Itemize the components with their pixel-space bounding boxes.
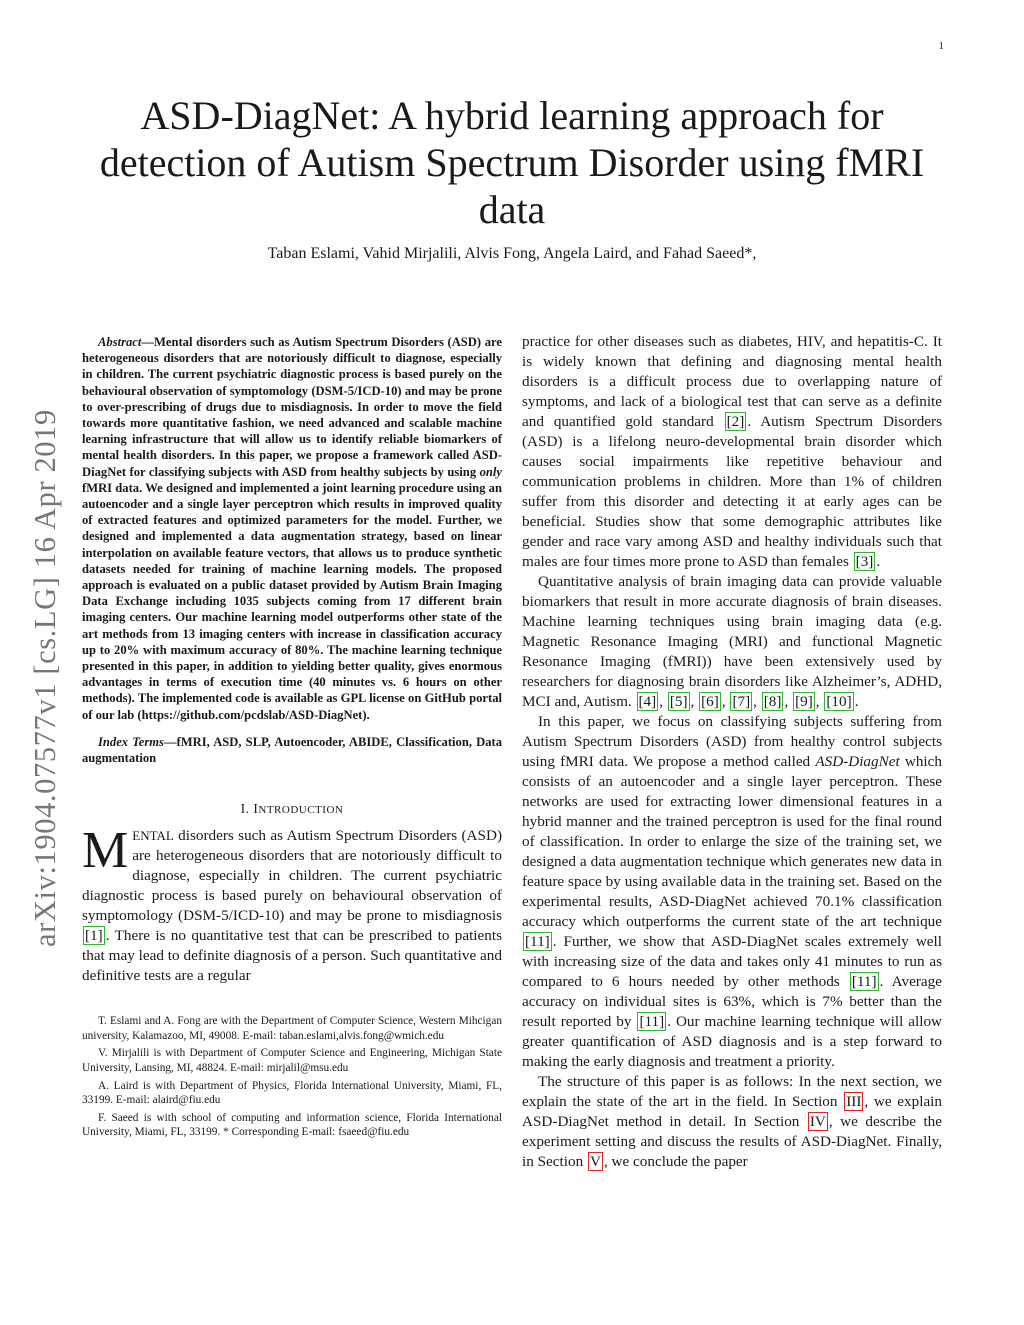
separator: , — [753, 693, 761, 710]
footnote: F. Saeed is with school of computing and information science, Florida International University, Miami, FL, 33199. * Corresponding E-mail: fsaeed@fiu.edu — [82, 1111, 502, 1139]
paper-title: ASD-DiagNet: A hybrid learning approach for detection of Autism Spectrum Disorder using fMRI data — [99, 93, 925, 232]
abstract-label: Abstract — [98, 335, 142, 349]
right-column — [522, 332, 942, 1172]
citation-link[interactable]: [4] — [638, 693, 657, 710]
body-text: The structure of this paper is as follows: In the next section, we explain the state of the art in the field. In Section — [522, 1073, 942, 1110]
author-footnotes — [82, 1014, 502, 1140]
separator: , — [690, 693, 699, 710]
index-terms-text: —fMRI, ASD, SLP, Autoencoder, ABIDE, Classification, Data augmentation — [82, 734, 502, 766]
method-name: ASD-DiagNet — [815, 753, 900, 770]
citation-link[interactable]: [1] — [85, 927, 103, 945]
citation-link[interactable]: [3] — [855, 553, 874, 570]
footnote: V. Mirjalili is with Department of Computer Science and Engineering, Michigan State University, Lansing, MI, 48824. E-mail: mirjalil@msu.edu — [82, 1047, 502, 1075]
section-heading-introduction — [82, 801, 502, 817]
body-text: Quantitative analysis of brain imaging data can provide valuable biomarkers that result in more accurate diagnosis of brain diseases. Machine learning techniques using brain imaging data (e.g. Magnetic Resonance Imaging (MRI) and functional Magnetic Resonance Imaging (fMRI)) have been extensively used by researchers for diagnosing brain disorders like Alzheimer’s, ADHD, MCI and, Autism. — [522, 573, 942, 710]
footnote: T. Eslami and A. Fong are with the Department of Computer Science, Western Mihcigan university, Kalamazoo, MI, 49008. E-mail: taban.eslami,alvis.fong@wmich.edu — [82, 1015, 502, 1042]
body-text: practice for other diseases such as diabetes, HIV, and hepatitis-C. It is widely known that defining and diagnosing mental health disorders is a difficult process due to overlapping nature of symptoms, and lack of a biological test that can serve as a definite and quantified gold standard — [522, 333, 942, 430]
citation-link[interactable]: [9] — [795, 693, 813, 710]
citation-link[interactable]: [6] — [701, 693, 719, 710]
section-link[interactable]: III — [846, 1093, 862, 1110]
body-paragraph — [522, 332, 942, 572]
abstract — [82, 334, 502, 723]
body-text: In this paper, we focus on classifying subjects suffering from Autism Spectrum Disorders (ASD) from healthy control subjects using fMRI data. We propose a method called — [522, 713, 942, 770]
section-link[interactable]: V — [589, 1153, 601, 1170]
body-paragraph — [522, 1072, 942, 1172]
citation-link[interactable]: [10] — [826, 693, 852, 710]
index-terms-label: Index Terms — [98, 734, 164, 749]
section-numeral: I. — [240, 801, 254, 817]
left-column — [82, 334, 502, 1143]
separator: , — [784, 693, 793, 710]
body-paragraph — [522, 712, 942, 1072]
citation-link[interactable]: [7] — [732, 693, 751, 710]
author-list: Taban Eslami, Vahid Mirjalili, Alvis Fong, Angela Laird, and Fahad Saeed*, — [267, 245, 757, 262]
citation-link[interactable]: [11] — [851, 973, 877, 990]
intro-paragraph — [82, 822, 502, 986]
section-link[interactable]: IV — [809, 1113, 826, 1130]
intro-text-a: disorders such as Autism Spectrum Disorders (ASD) are heterogeneous disorders that are notoriously difficult to diagnose, especially in children. The current psychiatric diagnostic process is based purely on behavioural observation of symptomology (DSM-5/ICD-10) and may be prone to misdiagnosis — [82, 827, 502, 925]
intro-text-b: . There is no quantitative test that can be prescribed to patients that may lead to definite diagnosis of a person. Such quantitative and definitive tests are a regular — [82, 927, 502, 985]
body-text: . Our machine learning technique will allow greater quantification of ASD diagnosis and is a step forward to making the early diagnosis and treatment a priority. — [522, 1013, 943, 1070]
separator: . — [854, 693, 859, 710]
citation-link[interactable]: [11] — [525, 933, 550, 950]
citation-link[interactable]: [2] — [726, 413, 745, 430]
body-text: , we describe the experiment setting and discuss the results of ASD-DiagNet. Finally, in Section — [522, 1113, 942, 1170]
index-terms — [82, 734, 502, 766]
body-paragraph — [522, 572, 942, 712]
separator: , — [721, 693, 730, 710]
page-number: 1 — [938, 40, 944, 52]
section-rest: NTRODUCTION — [258, 804, 344, 817]
body-text: , we explain ASD-DiagNet method in detail. In Section — [522, 1093, 942, 1130]
section-first-letter: I — [253, 801, 259, 817]
body-text: , we conclude the paper — [603, 1153, 748, 1170]
arxiv-identifier[interactable]: arXiv:1904.07577v1 [cs.LG] 16 Apr 2019 — [28, 409, 62, 947]
abstract-text-2: fMRI data. We designed and implemented a joint learning procedure using an autoencoder and a single layer perceptron which results in improved quality of extracted features and optimized parameters for the model. Further, we designed and implemented a data augmentation strategy, based on linear interpolation on available feature vectors, that allows us to produce synthetic datasets needed for training of machine learning models. The proposed approach is evaluated on a public dataset provided by Autism Brain Imaging Data Exchange including 1035 subjects coming from 17 different brain imaging centers. Our machine learning model outperforms other state of the art methods from 13 imaging centers with increase in classification accuracy up to 20% with maximum accuracy of 80%. The machine learning technique presented in this paper, in addition to yielding better quality, gives enormous advantages in terms of execution time (40 minutes vs. 6 hours on other methods). The implemented code is available as GPL license on GitHub portal of our lab (https://github.com/pcdslab/ASD-DiagNet). — [82, 480, 502, 722]
body-text: . Average accuracy on individual sites is 63%, which is 7% better than the result reported by — [522, 973, 942, 1030]
citation-link[interactable]: [8] — [763, 693, 782, 710]
body-text: which consists of an autoencoder and a single layer perceptron. These networks are used for extracting lower dimensional features in a hybrid manner and the trained perceptron is used for the final round of classification. In order to enlarge the size of the training set, we designed a data augmentation technique which generates new data in feature space by using available data in the training set. Based on the experimental results, ASD-DiagNet achieved 70.1% classification accuracy which outperforms the current state of the art technique — [522, 753, 942, 930]
citation-link[interactable]: [11] — [639, 1013, 665, 1030]
body-text: . Autism Spectrum Disorders (ASD) is a lifelong neuro-developmental brain disorder which causes social impairments like repetitive behaviour and communication problems in children. More than 1% of children suffer from this disorder and detecting it at early ages can be beneficial. Studies show that some demographic attributes like gender and race vary among ASD and healthy individuals such that males are four times more prone to ASD than females — [522, 413, 943, 570]
separator: , — [815, 693, 824, 710]
footnote: A. Laird is with Department of Physics, Florida International University, Miami, FL, 33199. E-mail: alaird@fiu.edu — [82, 1079, 502, 1107]
intro-smallcaps: ENTAL — [132, 828, 174, 844]
drop-cap: M — [82, 822, 129, 880]
abstract-emphasis: only — [479, 464, 502, 479]
body-text: . Further, we show that ASD-DiagNet scales extremely well with increasing size of the data and takes only 41 minutes to run as compared to 6 hours needed by other methods — [522, 933, 942, 990]
body-text: . — [876, 553, 881, 570]
citation-link[interactable]: [5] — [669, 693, 688, 710]
abstract-text-1: —Mental disorders such as Autism Spectrum Disorders (ASD) are heterogeneous disorders that are notoriously difficult to diagnose, especially in children. The current psychiatric diagnostic process is based purely on the behavioural observation of symptomology (DSM-5/ICD-10) and may be prone to over-prescribing of drugs due to misdiagnosis. In order to move the field towards more quantitative fashion, we need advanced and scalable machine learning infrastructure that will allow us to identify reliable biomarkers of mental health disorders. In this paper, we propose a framework called ASD-DiagNet for classifying subjects with ASD from healthy subjects by using — [82, 335, 502, 479]
separator: , — [659, 693, 667, 710]
